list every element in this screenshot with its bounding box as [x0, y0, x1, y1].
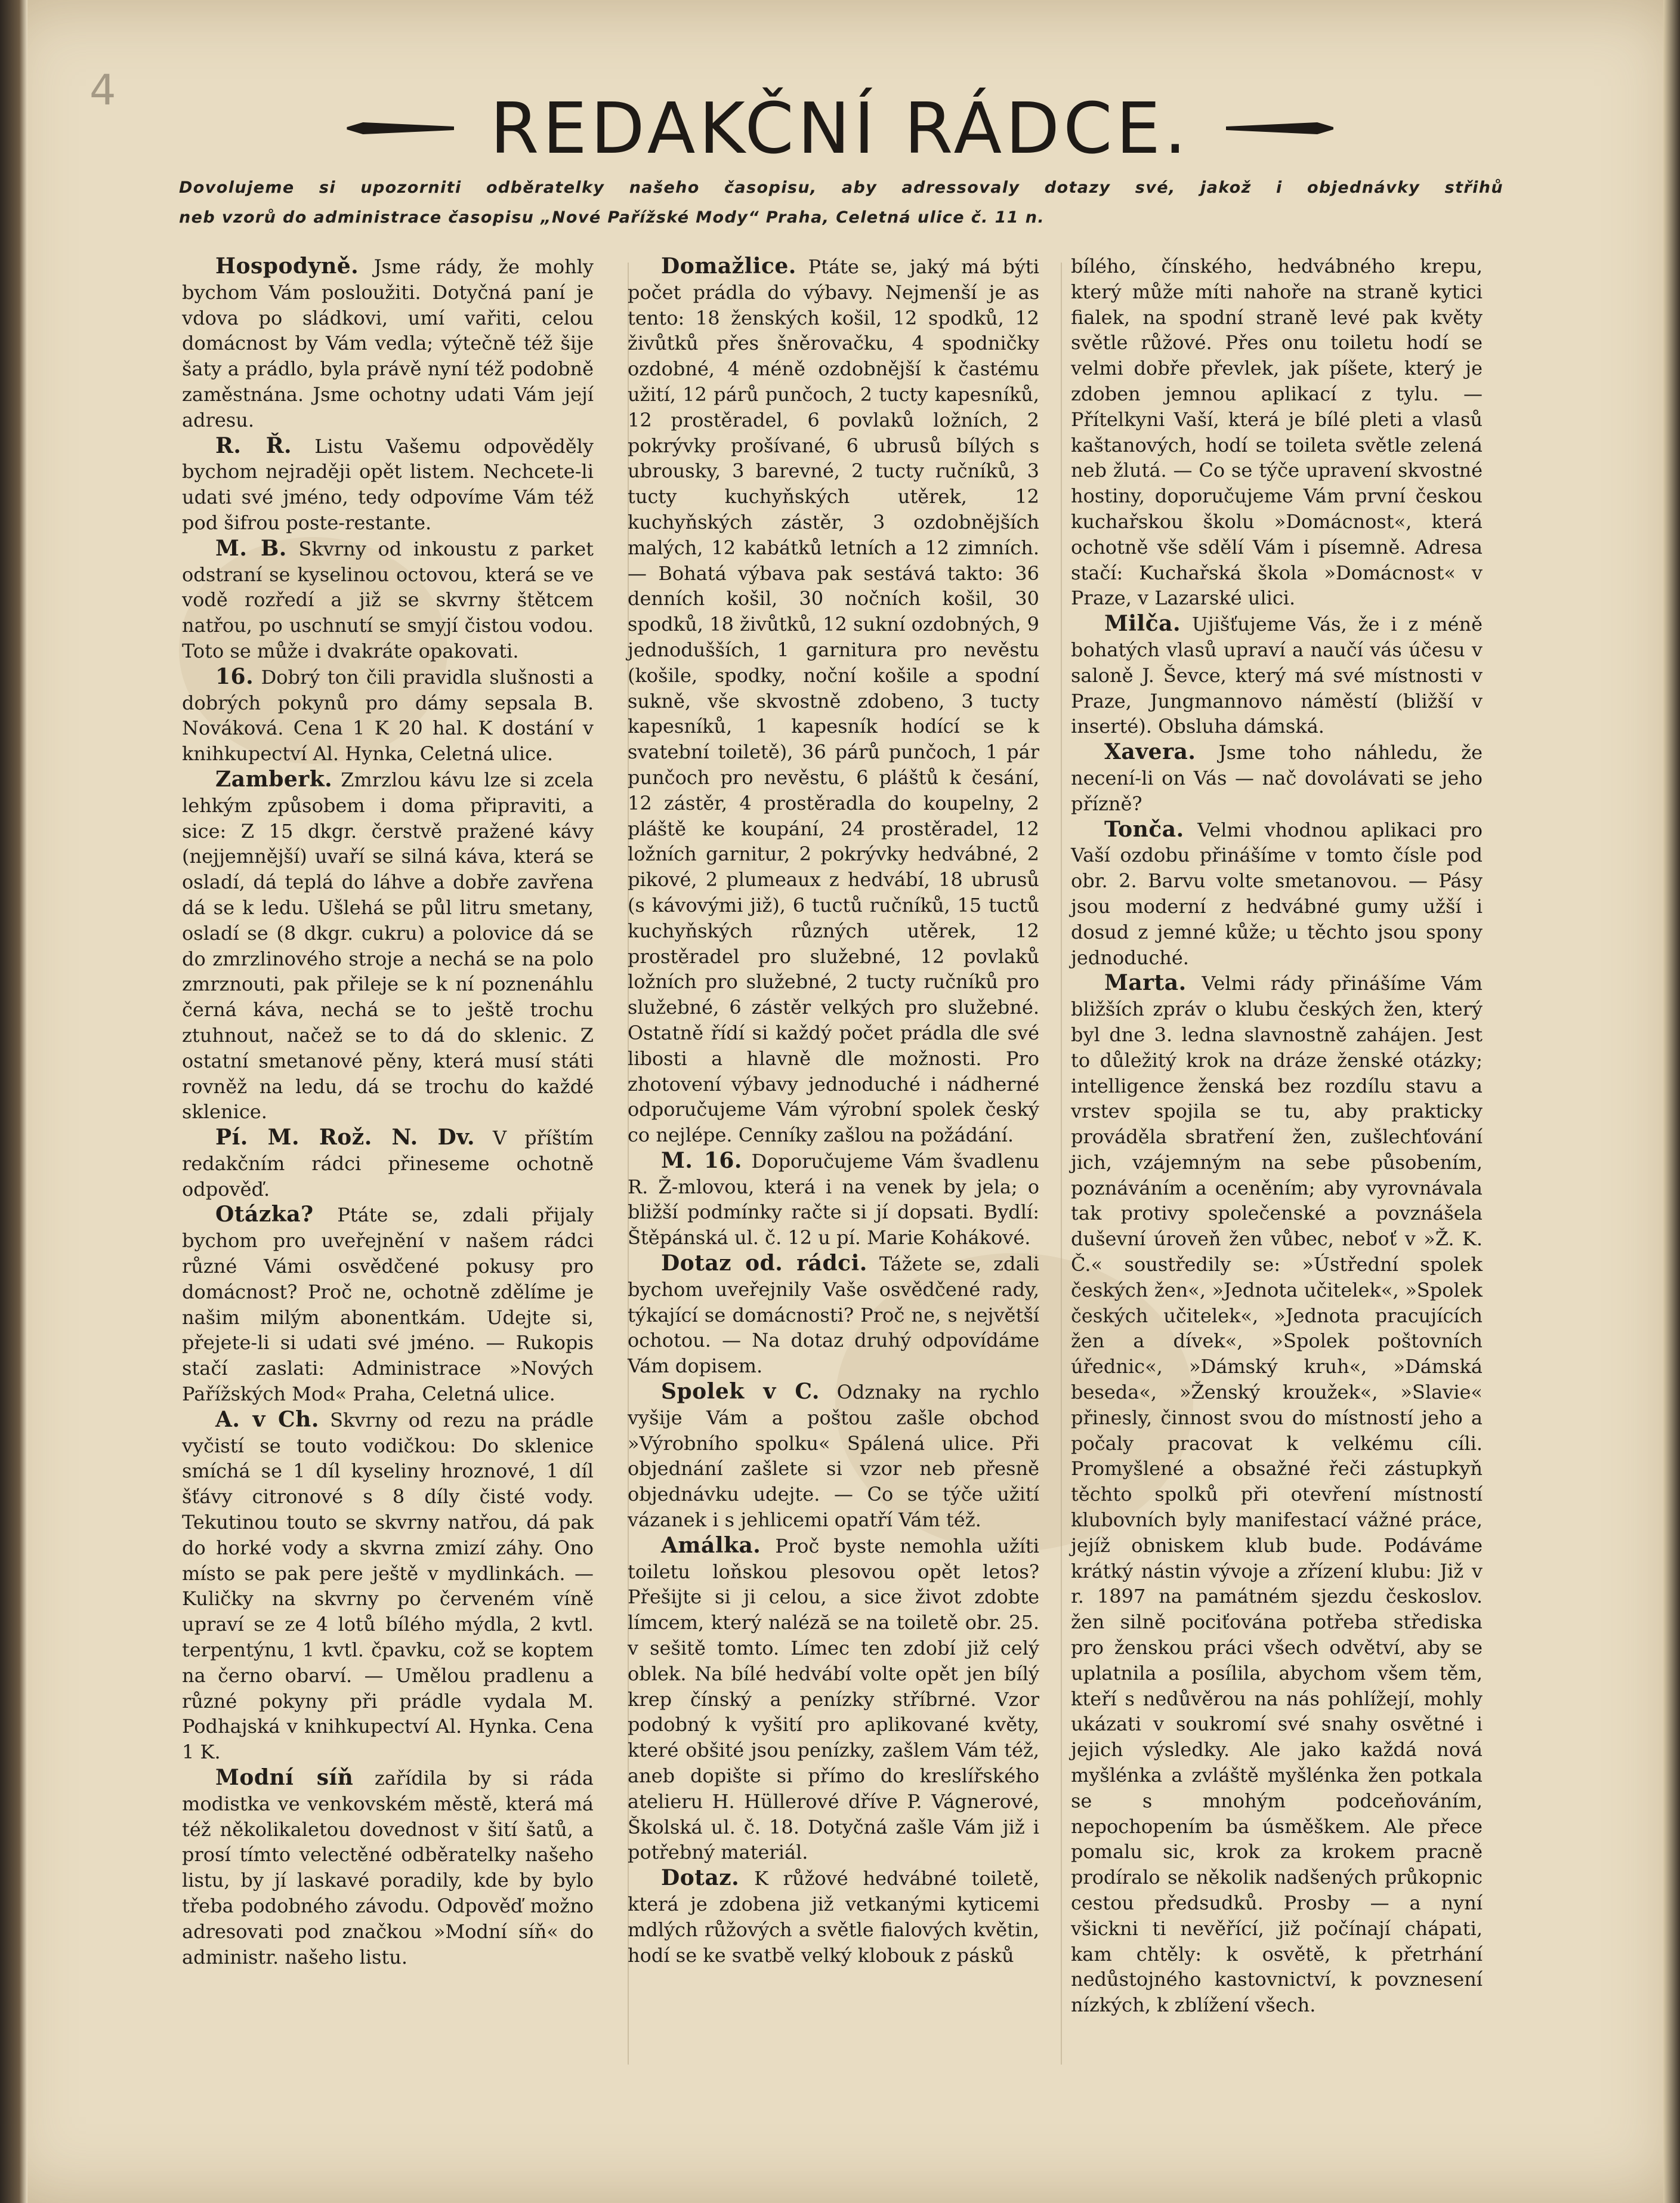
advice-entry	[628, 254, 1039, 1148]
entry-text: Ptáte se, jaký má býti počet prádla do výbavy. Nejmenší je as tento: 18 ženských košil, 12 spodků, 12 živůtků přes šněrovačku, 4 spodničky ozdobné, 4 méně ozdobnější k častému užití, 12 párů punčoch, 2 tucty kapesníků, 12 prostěradel, 6 povlaků ložních, 2 pokrývky prošívané, 6 ubrusů bílých s ubrousky, 3 barevné, 2 tucty ručníků, 3 tucty kuchyňských utěrek, 12 kuchyňských zástěr, 3 ozdobnějších malých, 12 kabátků letních a 12 zimních. — Bohatá výbava pak sestává takto: 36 denních košil, 30 nočních košil, 30 spodků, 18 živůtků, 12 sukní ozdobných, 9 jednodušších, 1 garnitura pro nevěstu (košile, spodky, noční košile a spodní sukně, vše skvostně zdobeno, 3 tucty kapesníků, 1 kapesník hodící se k svatební toiletě), 36 párů punčoch, 1 pár punčoch pro nevěstu, 6 pláštů k česání, 12 zástěr, 4 prostěradla do koupelny, 2 pláště ke koupání, 24 prostěradel, 12 ložních garnitur, 2 pokrývky hedvábné, 2 pikové, 2 plumeaux z hedvábí, 18 ubrusů (s kávovými již), 6 tuctů ručníků, 15 tuctů kuchyňských různých utěrek, 12 prostěradel pro služebné, 12 povlaků ložních pro služebné, 2 tucty ručníků pro služebné, 6 zástěr velkých pro služebné. Ostatně řídí si každý počet prádla dle své libosti a hlavně dle možnosti. Pro zhotovení výbavy jednoduché i nádherné odporučujeme Vám výrobní spolek český co nejlépe. Cenníky zašlou na požádání.	[628, 255, 1039, 1147]
entry-text: Skvrny od rezu na prádle vyčistí se touto vodičkou: Do sklenice smíchá se 1 díl kyseliny hroznové, 1 díl šťávy citronové s 8 díly čisté vody. Tekutinou touto se skvrny natřou, dá pak do horké vody a skvrna zmizí záhy. Ono místo se pak pere ještě v mydlinkách. — Kuličky na skvrny po červeném víně upraví se ze 4 lotů bílého mýdla, 2 kvtl. terpentýnu, 1 kvtl. čpavku, což se koptem na černo obarví. — Umělou pradlenu a různé pokyny při prádle vydala M. Podhajská v knihkupectví Al. Hynka. Cena 1 K.	[182, 1408, 594, 1764]
entry-addressee: M. 16.	[661, 1147, 742, 1173]
entry-text: Odznaky na rychlo vyšije Vám a poštou zašle obchod »Výrobního spolku« Spálená ulice. Při objednání zašlete si vzor neb přesně objednávku udejte. — Co se týče užití vázanek i s jehlicemi opatří Vám též.	[628, 1381, 1039, 1532]
advice-entry	[182, 536, 594, 664]
page-header	[0, 84, 1680, 173]
entry-text: Proč byste nemohla užíti toiletu loňskou plesovou opět letos? Přešijte si ji celou, a sice život zdobte límcem, který naléză se na toiletě obr. 25. v sešitě tomto. Límec ten zdobí již celý oblek. Na bílé hedvábí volte opět jen bílý krep čínský a penízky stříbrné. Vzor podobný k vyšití pro aplikované květy, které obšité jsou penízky, zašlem Vám též, aneb dopište si přímo do kreslířského atelieru H. Hüllerové dříve P. Vágnerové, Školská ul. č. 18. Dotyčná zašle Vám již i potřebný materiál.	[628, 1534, 1039, 1864]
advice-entry	[628, 1865, 1039, 1968]
notice-line: Dovolujeme si upozorniti odběratelky našeho časopisu, aby adressovaly dotazy své, jakož i objednávky střihů	[179, 178, 1503, 197]
notice-line: neb vzorů do administrace časopisu „Nové Pařížské Mody“ Praha, Celetná ulice č. 11 n.	[179, 208, 1045, 227]
entry-addressee: Modní síň	[215, 1765, 354, 1791]
advice-entry	[1071, 611, 1483, 739]
advice-entry	[182, 254, 594, 433]
title-ornament-right	[1226, 122, 1333, 134]
entry-text: Ujišťujeme Vás, že i z méně bohatých vlasů upraví a naučí vás účesu v saloně J. Ševce, který má své místnosti v Praze, Jungmannovo náměstí (bližší v inserté). Obsluha dámská.	[1071, 613, 1483, 738]
entry-addressee: Hospodyně.	[215, 254, 359, 279]
editorial-notice	[179, 173, 1503, 233]
entry-text: Doporučujeme Vám švadlenu R. Ž-mlovou, která i na venek by jela; o bližší podmínky račte si jí dopsati. Bydlí: Štěpánská ul. č. 12 u pí. Marie Kohákové.	[628, 1149, 1040, 1249]
page-binding-edge	[0, 0, 27, 2203]
entry-addressee: Marta.	[1104, 970, 1187, 996]
entry-addressee: Tonča.	[1104, 816, 1184, 842]
advice-entry	[1071, 254, 1483, 611]
entry-addressee: Amálka.	[661, 1532, 761, 1558]
entry-text: zařídila by si ráda modistka ve venkovském městě, která má též několikaletou dovednost v šití šatů, a prosí tímto velectěné odběratelky našeho listu, by jí laskavé poradily, kde by bylo třeba podobného závodu. Odpověď možno adresovati pod značkou »Modní síň« do administr. našeho listu.	[182, 1767, 594, 1968]
entry-text: Jsme toho náhledu, že necení-li on Vás — nač dovolávati se jeho přízně?	[1071, 741, 1483, 815]
entry-text: Ptáte se, zdali přijaly bychom pro uveřejnění v našem rádci různé Vámi osvědčené pokusy pro domácnost? Proč ne, ochotně zdělíme je našim milým abonentkám. Udejte si, přejete-li si udati své jméno. — Rukopis stačí zaslati: Administrace »Nových Pařížských Mod« Praha, Celetná ulice.	[182, 1204, 594, 1406]
entry-addressee: A. v Ch.	[215, 1406, 319, 1432]
column-2	[628, 254, 1039, 1968]
advice-entry	[182, 767, 594, 1125]
page-title: REDAKČNÍ RÁDCE.	[490, 87, 1190, 169]
entry-addressee: Xavera.	[1104, 739, 1196, 765]
entry-addressee: Otázka?	[215, 1202, 314, 1227]
advice-entry	[182, 1125, 594, 1202]
entry-text: Skvrny od inkoustu z parket odstraní se kyselinou octovou, která se ve vodě rozředí a již se skvrny štětcem natřou, po uschnutí se smyjí čistou vodou. Toto se může i dvakráte opakovati.	[182, 537, 594, 662]
advice-entry	[628, 1379, 1039, 1533]
entry-text: bílého, čínského, hedvábného krepu, který může míti nahoře na straně kytici fialek, na spodní straně levé pak květy světle růžové. Přes onu toiletu hodí se velmi dobře převlek, jak píšete, který je zdoben jemnou aplikací z tylu. — Přítelkyni Vaší, která je bílé pleti a vlasů kaštanových, hodí se toileta světle zelená neb žlutá. — Co se týče upravení skvostné hostiny, doporučujeme Vám první českou kuchařskou školu »Domácnost«, která ochotně vše sdělí Vám i písemně. Adresa stačí: Kuchařská škola »Domácnost« v Praze, v Lazarské ulici.	[1071, 255, 1483, 610]
advice-entry	[628, 1251, 1039, 1379]
entry-addressee: Zamberk.	[215, 766, 333, 792]
advice-entry	[182, 1202, 594, 1406]
entry-addressee: Dotaz.	[661, 1865, 740, 1891]
entry-addressee: Spolek v C.	[661, 1379, 820, 1405]
entry-addressee: R. Ř.	[215, 433, 292, 458]
advice-entry	[1071, 970, 1483, 2018]
page-outer-edge	[1663, 0, 1680, 2203]
advice-entry	[182, 1407, 594, 1765]
advice-entry	[182, 664, 594, 767]
entry-text: Velmi vhodnou aplikaci pro Vaší ozdobu přinášíme v tomto čísle pod obr. 2. Barvu volte smetanovou. — Pásy jsou moderní z hedvábné gumy užší i dosud z jemné kůže; u těchto jsou spony jednoduché.	[1071, 818, 1483, 969]
column-3	[1071, 254, 1483, 2018]
entry-addressee: Milča.	[1104, 611, 1181, 637]
entry-addressee: M. B.	[215, 535, 287, 561]
advice-entry	[628, 1533, 1039, 1865]
column-divider	[1061, 263, 1062, 2065]
entry-text: Tážete se, zdali bychom uveřejnily Vaše osvědčené rady, týkající se domácnosti? Proč ne, s největší ochotou. — Na dotaz druhý odpovídáme Vám dopisem.	[628, 1252, 1039, 1378]
entry-addressee: 16.	[215, 664, 254, 689]
entry-text: Dobrý ton čili pravidla slušnosti a dobrých pokynů pro dámy sepsala B. Nováková. Cena 1 K 20 hal. K dostání v knihkupectví Al. Hynka, Celetná ulice.	[182, 665, 594, 766]
entry-text: K růžové hedvábné toiletě, která je zdobena již vetkanými kyticemi mdlých růžových a světle fialových květin, hodí se ke svatbě velký klobouk z pásků	[628, 1867, 1039, 1967]
entry-text: Jsme rády, že mohly bychom Vám posloužiti. Dotyčná paní je vdova po sládkovi, umí vařiti, celou domácnost by Vám vedla; výtečně též šije šaty a prádlo, byla právě nyní též podobně zaměstnána. Jsme ochotny udati Vám její adresu.	[182, 255, 594, 431]
column-1	[182, 254, 594, 1970]
entry-addressee: Dotaz od. rádci.	[661, 1251, 867, 1276]
advice-entry	[628, 1148, 1039, 1251]
entry-text: V příštím redakčním rádci přineseme ochotně odpověď.	[182, 1127, 594, 1201]
page-number: 4	[89, 66, 116, 115]
entry-text: Velmi rády přinášíme Vám bližších zpráv o klubu českých žen, který byl dne 3. ledna slavnostně zahájen. Jest to důležitý krok na dráze ženské otázky; intelligence ženská bez rozdílu stavu a vrstev spojila se tu, aby prakticky prováděla sbratření žen, zušlechťování jich, vzájemným na sebe působením, poznáváním a oceněním; aby vyrovnávala tak protivy společenské a povznášela duševní úroveň žen vůbec, neboť v »Ž. K. Č.« soustředily se: »Ústřední spolek českých žen«, »Jednota učitelek«, »Spolek českých učitelek«, »Jednota pracujících žen a dívek«, »Spolek poštovních úřednic«, »Dámský kruh«, »Dámská beseda«, »Ženský kroužek«, »Slavie« přinesly, činnost svou do místností jeho a počaly pracovat k velkému cíli. Promyšlené a obsažné řeči zástupkyň těchto spolků při otevření místností klubovních byly manifestací vážné práce, jejíž obniskem klub bude. Podáváme krátký nástin vývoje a zřízení klubu: Již v r. 1897 na památném sjezdu českoslov. žen silně pociťována potřeba střediska pro ženskou práci všech odvětví, aby se uplatnila a posílila, abychom všem těm, kteří s nedůvěrou na nás pohlížejí, mohly ukázati v soukromí své snahy osvětné i jejich výsledky. Ale jako každá nová myšlénka a zvláště myšlénka žen potkala se s mnohým podceňováním, nepochopením ba úsměškem. Ale přece pomalu sic, krok za krokem pracně prodíralo se několik nadšených průkopnic cestou předsudků. Prosby — a nyní všickni ti nevěřící, již počínají chápati, kam chtěly: k osvětě, k přetrhání nedůstojného kastovnictví, k povznesení nízkých, k zblížení všech.	[1071, 972, 1483, 2017]
entry-addressee: Pí. M. Rož. N. Dv.	[215, 1125, 475, 1150]
advice-entry	[182, 1765, 594, 1970]
entry-text: Zmrzlou kávu lze si zcela lehkým způsobem i doma připraviti, a sice: Z 15 dkgr. čerstvě pražené kávy (nejjemnější) uvaří se silná káva, která se osladí, dá teplá do láhve a dobře zavřena dá se k ledu. Ušlehá se půl litru smetany, osladí se (8 dkgr. cukru) a polovice dá se do zmrzlinového stroje a nechá se na polo zmrznouti, pak přileje se k ní poznenáhlu černá káva, nechá se to ještě trochu ztuhnout, načež se to dá do sklenic. Z ostatní smetanové pěny, která musí státi rovněž na ledu, dá se trochu do každé sklenice.	[182, 768, 594, 1124]
title-ornament-left	[347, 122, 454, 134]
entry-addressee: Domažlice.	[661, 254, 796, 279]
advice-entry	[1071, 739, 1483, 816]
advice-entry	[1071, 817, 1483, 971]
advice-entry	[182, 433, 594, 536]
entry-text: Listu Vašemu odpověděly bychom nejraději opět listem. Nechcete-li udati své jméno, tedy odpovíme Vám též pod šifrou poste-restante.	[182, 434, 594, 534]
